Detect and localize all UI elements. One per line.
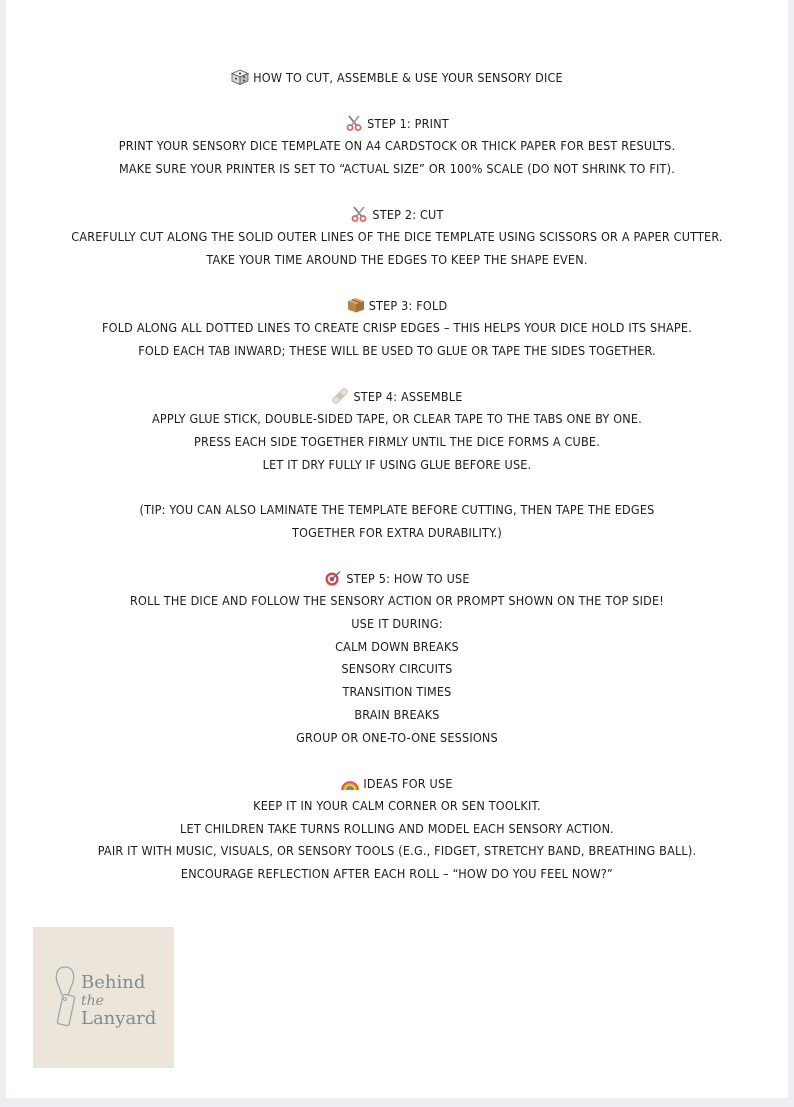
step1-heading: STEP 1: PRINT (367, 116, 449, 131)
step5-heading: STEP 5: HOW TO USE (346, 571, 470, 586)
dice-icon (231, 69, 249, 85)
instruction-page (6, 0, 788, 1098)
package-icon (347, 297, 365, 313)
usage-list-item: SENSORY CIRCUITS (341, 661, 453, 676)
ideas-line: PAIR IT WITH MUSIC, VISUALS, OR SENSORY TOOLS (E.G., FIDGET, STRETCHY BAND, BREATHING BALL). (97, 843, 697, 858)
ideas-line: KEEP IT IN YOUR CALM CORNER OR SEN TOOLKIT. (253, 798, 541, 813)
ideas-line: LET CHILDREN TAKE TURNS ROLLING AND MODEL EACH SENSORY ACTION. (180, 821, 614, 836)
ideas-line: ENCOURAGE REFLECTION AFTER EACH ROLL – “HOW DO YOU FEEL NOW?” (180, 866, 614, 881)
lanyard-tag-icon (53, 965, 79, 1029)
step5-line: USE IT DURING: (351, 616, 443, 631)
step4-heading: STEP 4: ASSEMBLE (353, 389, 463, 404)
step3-line: FOLD ALONG ALL DOTTED LINES TO CREATE CRISP EDGES – THIS HELPS YOUR DICE HOLD ITS SHAPE. (102, 320, 692, 335)
step2-heading: STEP 2: CUT (372, 207, 444, 222)
brand-logo (33, 927, 174, 1068)
step5-line: ROLL THE DICE AND FOLLOW THE SENSORY ACTION OR PROMPT SHOWN ON THE TOP SIDE! (130, 593, 664, 608)
step3-heading-row (6, 297, 788, 314)
step4-line: LET IT DRY FULLY IF USING GLUE BEFORE USE. (262, 457, 532, 472)
adhesive-bandage-icon (331, 388, 349, 404)
tip-line: TOGETHER FOR EXTRA DURABILITY.) (292, 525, 502, 540)
step4-line: APPLY GLUE STICK, DOUBLE-SIDED TAPE, OR CLEAR TAPE TO THE TABS ONE BY ONE. (152, 411, 642, 426)
step3-line: FOLD EACH TAB INWARD; THESE WILL BE USED TO GLUE OR TAPE THE SIDES TOGETHER. (138, 343, 656, 358)
step1-heading-row (6, 115, 788, 132)
usage-list-item: CALM DOWN BREAKS (335, 639, 459, 654)
usage-list-item: TRANSITION TIMES (342, 684, 452, 699)
logo-text-the: the (81, 993, 104, 1009)
logo-text-lanyard: Lanyard (81, 1008, 157, 1029)
step3-heading: STEP 3: FOLD (368, 298, 448, 313)
logo-text-behind: Behind (81, 972, 146, 993)
step4-heading-row (6, 388, 788, 405)
scissors-icon (345, 115, 363, 131)
scissors-icon (350, 206, 368, 222)
usage-list-item: GROUP OR ONE-TO-ONE SESSIONS (296, 730, 498, 745)
page-title-row (6, 69, 788, 86)
step4-line: PRESS EACH SIDE TOGETHER FIRMLY UNTIL THE DICE FORMS A CUBE. (194, 434, 600, 449)
usage-list-item: BRAIN BREAKS (354, 707, 440, 722)
tip-line: (TIP: YOU CAN ALSO LAMINATE THE TEMPLATE BEFORE CUTTING, THEN TAPE THE EDGES (139, 502, 655, 517)
step5-heading-row (6, 570, 788, 587)
step2-line: CAREFULLY CUT ALONG THE SOLID OUTER LINES OF THE DICE TEMPLATE USING SCISSORS OR A PAPER CUTTER. (71, 229, 723, 244)
logo-wordmark (81, 974, 171, 1028)
step1-line: PRINT YOUR SENSORY DICE TEMPLATE ON A4 CARDSTOCK OR THICK PAPER FOR BEST RESULTS. (118, 138, 676, 153)
target-icon (324, 570, 342, 586)
ideas-heading: IDEAS FOR USE (363, 776, 453, 791)
page-title: HOW TO CUT, ASSEMBLE & USE YOUR SENSORY DICE (253, 70, 563, 85)
step2-line: TAKE YOUR TIME AROUND THE EDGES TO KEEP THE SHAPE EVEN. (206, 252, 588, 267)
ideas-heading-row (6, 775, 788, 792)
rainbow-icon (341, 775, 359, 791)
step1-line: MAKE SURE YOUR PRINTER IS SET TO “ACTUAL SIZE” OR 100% SCALE (DO NOT SHRINK TO FIT). (119, 161, 675, 176)
step2-heading-row (6, 206, 788, 223)
